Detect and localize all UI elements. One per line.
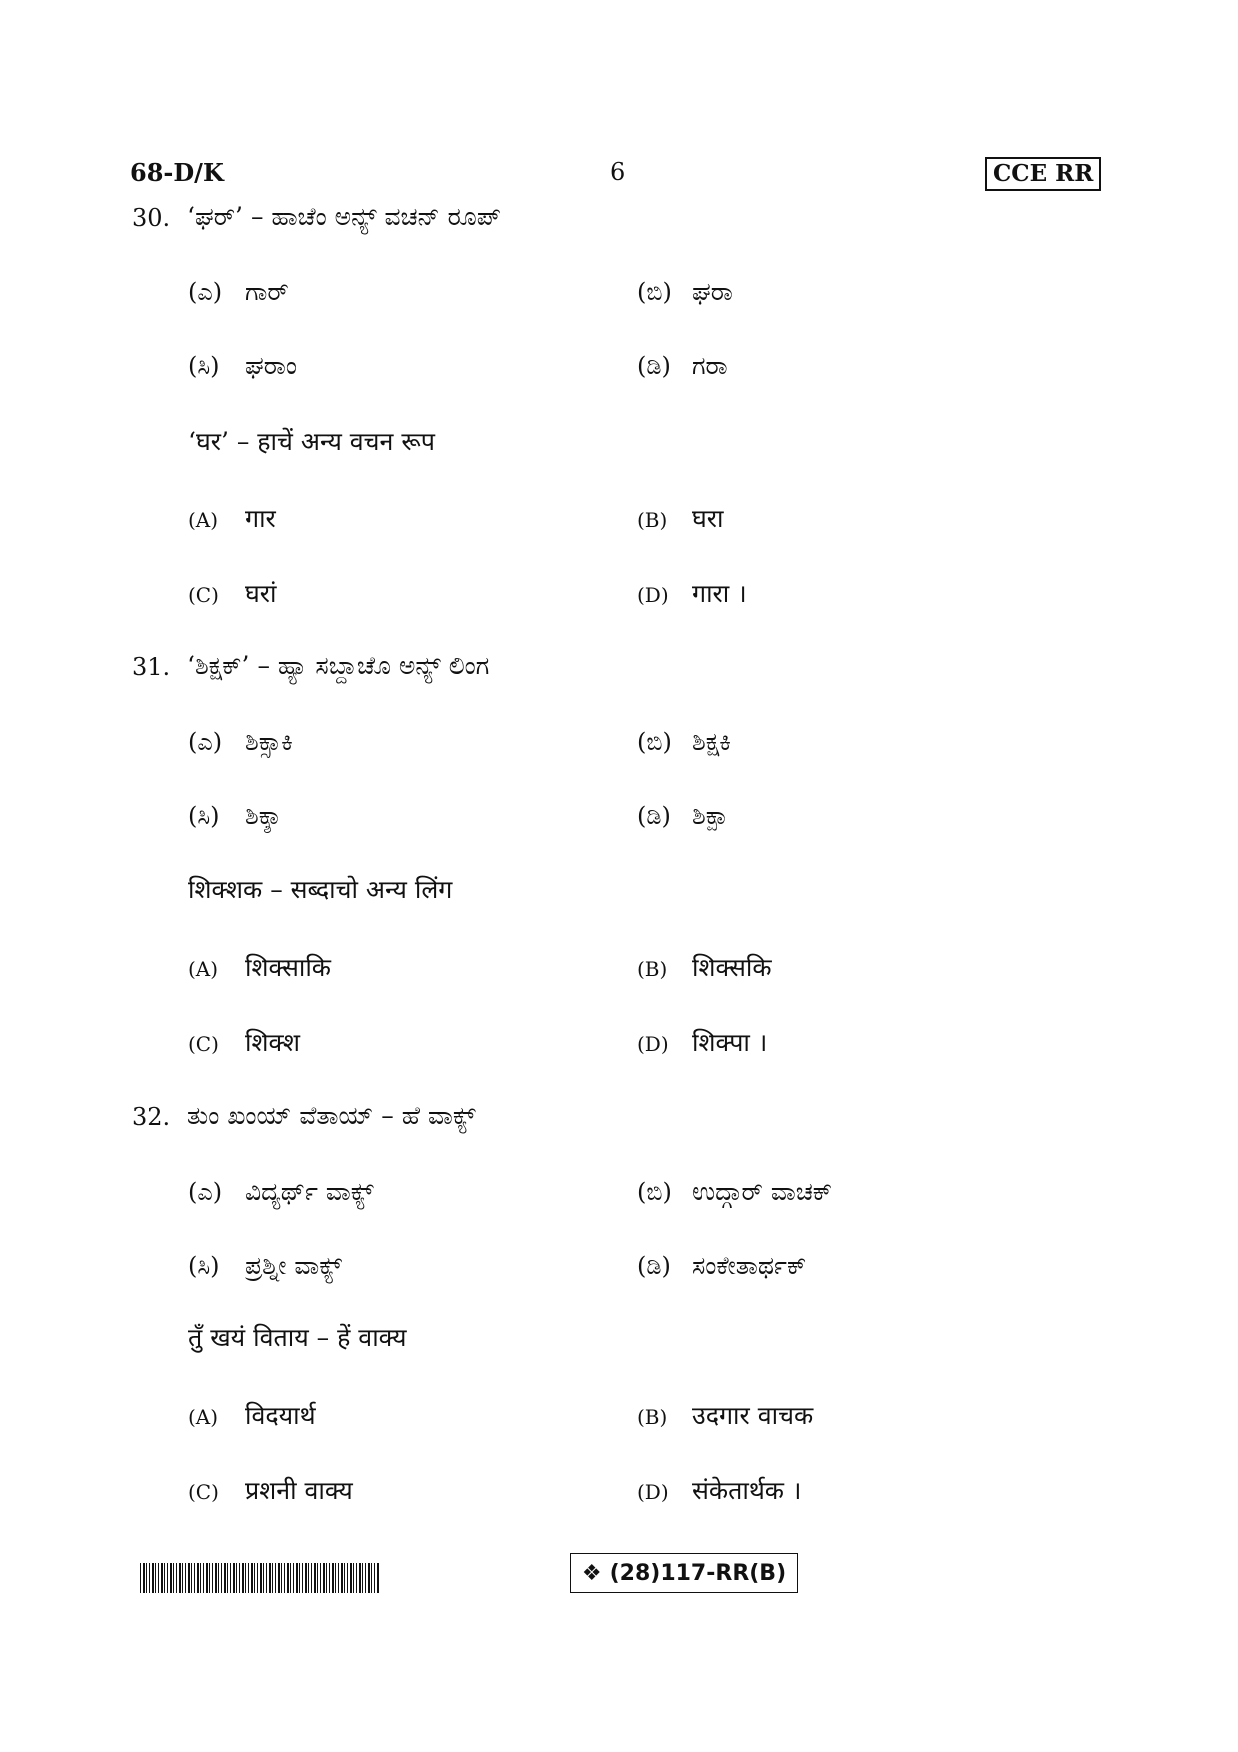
option-text: ಘರಾಂ xyxy=(245,351,297,380)
option-label: (ಬಿ) xyxy=(637,728,672,756)
paper-code: 68-D/K xyxy=(130,158,224,187)
option-label: (C) xyxy=(188,1480,219,1504)
option-text: शिक्सकि xyxy=(692,953,772,982)
question-number: 31. xyxy=(132,653,171,681)
option-text: ಸಂಕೇತಾರ್ಥಕ್ xyxy=(692,1251,807,1280)
option-text: घरा xyxy=(692,504,724,533)
question-text-devanagari: ‘घर’ – हाचें अन्य वचन रूप xyxy=(188,427,436,456)
option-text: घरां xyxy=(245,579,277,608)
option-label: (ಡಿ) xyxy=(637,352,671,380)
option-label: (C) xyxy=(188,1032,219,1056)
question-text-kannada: ತುಂ ಖಂಯ್ ವೆತಾಯ್ – ಹೆ ವಾಕ್ಯ್ xyxy=(187,1101,476,1130)
barcode xyxy=(140,1563,380,1593)
footer-code: (28)117-RR(B) xyxy=(609,1560,787,1586)
option-label: (D) xyxy=(637,1032,669,1056)
option-text: उदगार वाचक xyxy=(692,1401,814,1430)
question-text-kannada: ‘ಘರ್’ – ಹಾಚೆಂ ಅನ್ಯ್ ವಚನ್ ರೂಪ್ xyxy=(187,202,501,231)
footer-code-box xyxy=(570,1553,798,1593)
option-text: ಪ್ರಶ್ನೀ ವಾಕ್ಯ್ xyxy=(245,1251,343,1280)
option-text: गारा । xyxy=(692,579,747,608)
option-label: (B) xyxy=(637,1405,668,1429)
option-text: शिक्साकि xyxy=(245,953,332,982)
option-text: शिक्श xyxy=(245,1028,301,1057)
option-text: ಶಿಕ್ಷಕಿ xyxy=(692,727,731,756)
option-text: ಶಿಕ್ಪಾ xyxy=(692,801,728,830)
option-text: ಘರಾ xyxy=(692,277,733,306)
option-label: (ಬಿ) xyxy=(637,278,672,306)
option-label: (C) xyxy=(188,583,219,607)
option-text: संकेतार्थक । xyxy=(692,1476,802,1505)
option-text: ಉದ್ಗಾರ್ ವಾಚಕ್ xyxy=(692,1177,833,1206)
option-text: गार xyxy=(245,504,276,533)
option-label: (ಡಿ) xyxy=(637,1252,671,1280)
option-label: (D) xyxy=(637,583,669,607)
option-label: (A) xyxy=(188,1405,219,1429)
option-text: ಗಾರ್ xyxy=(245,277,289,306)
option-text: विदयार्थ xyxy=(245,1401,316,1430)
option-label: (ಎ) xyxy=(188,728,223,756)
diamond-symbol-icon: ❖ xyxy=(581,1560,602,1586)
question-number: 32. xyxy=(132,1103,171,1131)
question-text-kannada: ‘ಶಿಕ್ಷಕ್’ – ಹ್ಯಾ ಸಬ್ದಾಚೊ ಅನ್ಯ್ ಲಿಂಗ xyxy=(187,651,490,680)
option-text: ಶಿಕ್ಶಾ xyxy=(245,801,282,830)
option-label: (A) xyxy=(188,508,219,532)
option-text: ವಿದ್ಯರ್ಥ್ ವಾಕ್ಯ್ xyxy=(245,1177,374,1206)
option-text: शिक्पा । xyxy=(692,1028,768,1057)
option-label: (ಎ) xyxy=(188,1178,223,1206)
question-number: 30. xyxy=(132,204,171,232)
question-text-devanagari: शिक्शक – सब्दाचो अन्य लिंग xyxy=(188,875,453,904)
option-label: (B) xyxy=(637,957,668,981)
option-text: ಗರಾ xyxy=(692,351,728,380)
option-text: प्रशनी वाक्य xyxy=(245,1476,353,1505)
option-label: (A) xyxy=(188,957,219,981)
option-text: ಶಿಕ್ಸಾಕಿ xyxy=(245,727,293,756)
option-label: (ಸಿ) xyxy=(188,1252,220,1280)
option-label: (ಸಿ) xyxy=(188,352,220,380)
question-text-devanagari: तुँ खयं विताय – हें वाक्य xyxy=(188,1323,407,1352)
option-label: (ಬಿ) xyxy=(637,1178,672,1206)
exam-code-box: CCE RR xyxy=(985,157,1101,191)
page-number: 6 xyxy=(610,158,626,186)
option-label: (D) xyxy=(637,1480,669,1504)
option-label: (ಸಿ) xyxy=(188,802,220,830)
option-label: (ಎ) xyxy=(188,278,223,306)
option-label: (B) xyxy=(637,508,668,532)
option-label: (ಡಿ) xyxy=(637,802,671,830)
